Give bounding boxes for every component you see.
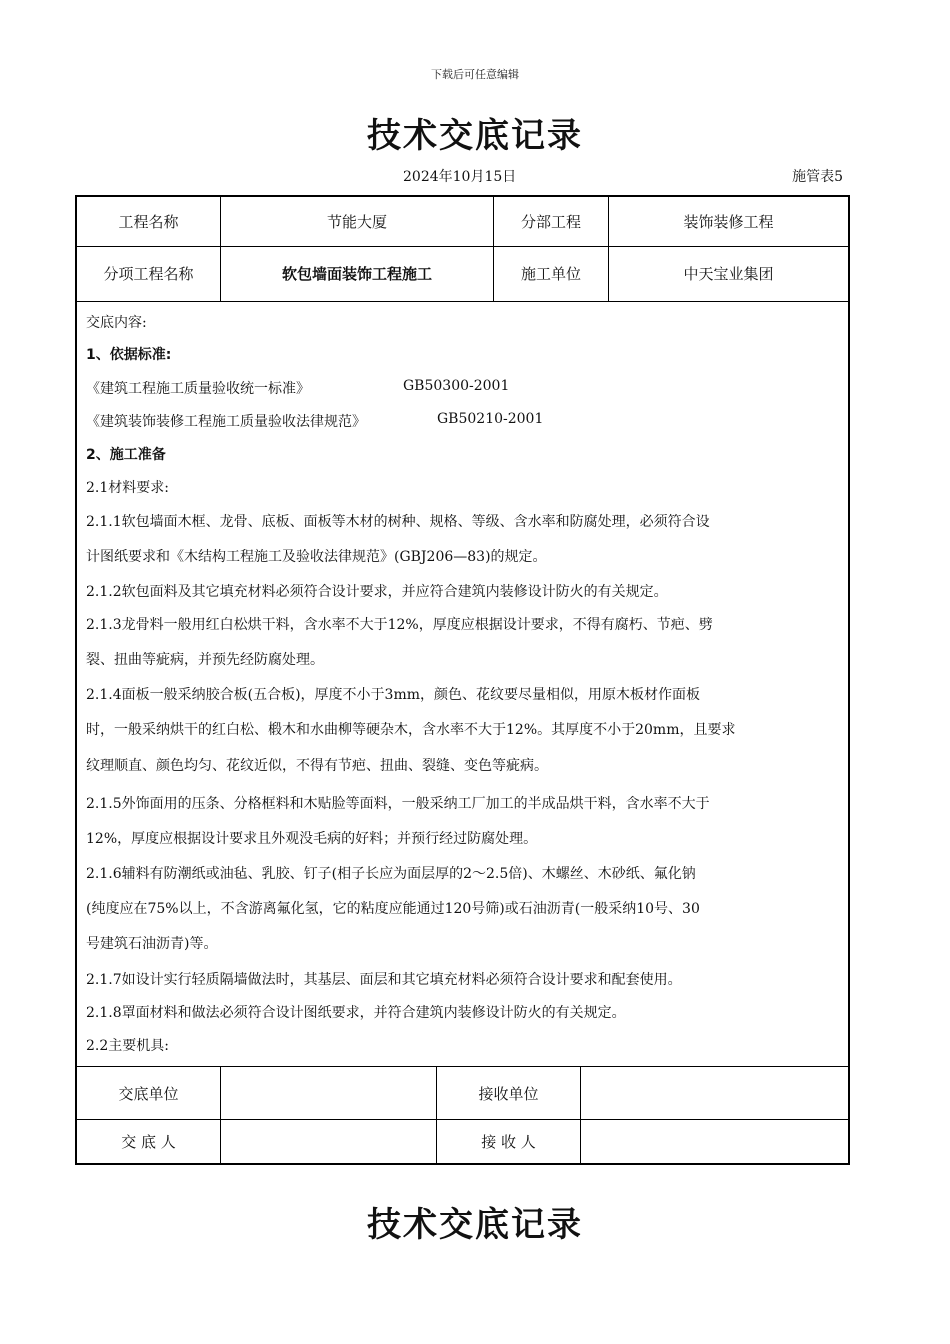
date: 2024年10月15日 [403, 169, 517, 185]
receiver-unit-label: 接收单位 [436, 1067, 580, 1119]
standard-1-code: GB50300-2001 [403, 378, 510, 394]
standard-1 [86, 378, 841, 398]
info-row-subitem [77, 246, 848, 302]
next-page-title: 技术交底记录 [367, 1205, 583, 1245]
section-1-heading: 1、依据标准: [86, 347, 172, 363]
receiver-unit-field[interactable] [580, 1067, 848, 1119]
handover-unit-field[interactable] [220, 1067, 436, 1119]
project-name-value: 节能大厦 [220, 197, 493, 246]
project-name-label: 工程名称 [118, 213, 179, 231]
content-line: 2.1.3龙骨料一般用红白松烘干料，含水率不大于12%，厚度应根据设计要求，不得有腐朽、节疤、劈 [86, 617, 713, 633]
signature-row-persons [77, 1119, 848, 1163]
record-table [75, 195, 850, 1165]
division-value: 装饰装修工程 [608, 197, 848, 246]
form-number: 施管表5 [792, 169, 843, 185]
info-row-project [77, 197, 848, 247]
content-line: 12%，厚度应根据设计要求且外观没毛病的好料；并预行经过防腐处理。 [86, 831, 538, 847]
handover-content [77, 301, 848, 1067]
content-line: 裂、扭曲等疵病，并预先经防腐处理。 [86, 652, 324, 668]
receiver-person-field[interactable] [580, 1119, 848, 1163]
handover-person-label: 交 底 人 [121, 1132, 176, 1151]
content-line: 纹理顺直、颜色均匀、花纹近似，不得有节疤、扭曲、裂缝、变色等疵病。 [86, 758, 548, 774]
content-line: 2.1.1软包墙面木框、龙骨、底板、面板等木材的树种、规格、等级、含水率和防腐处理，必须符合设 [86, 514, 710, 530]
division-label: 分部工程 [493, 197, 608, 246]
content-line: 2.1.2软包面料及其它填充材料必须符合设计要求，并应符合建筑内装修设计防火的有关规定。 [86, 584, 668, 600]
content-line: 2.1.8罩面材料和做法必须符合设计图纸要求，并符合建筑内装修设计防火的有关规定。 [86, 1005, 626, 1021]
header-note: 下载后可任意编辑 [431, 68, 519, 81]
content-line: 2.1.4面板一般采纳胶合板(五合板)，厚度不小于3mm，颜色、花纹要尽量相似，用原木板材作面板 [86, 687, 701, 703]
handover-unit-label: 交底单位 [118, 1084, 179, 1103]
content-line: 2.2主要机具: [86, 1038, 169, 1054]
content-intro: 交底内容: [86, 315, 147, 331]
receiver-person-label: 接 收 人 [436, 1119, 580, 1163]
standard-2 [86, 411, 841, 431]
subitem-label: 分项工程名称 [103, 265, 194, 283]
signature-row-units [77, 1067, 848, 1120]
subitem-value: 软包墙面装饰工程施工 [220, 246, 493, 301]
standard-1-name: 《建筑工程施工质量验收统一标准》 [86, 381, 310, 397]
page-title: 技术交底记录 [367, 116, 583, 156]
content-line: 2.1.6辅料有防潮纸或油毡、乳胶、钉子(相子长应为面层厚的2～2.5倍)、木螺丝、木砂纸、氟化钠 [86, 866, 696, 882]
standard-2-name: 《建筑装饰装修工程施工质量验收法律规范》 [86, 414, 366, 430]
content-line: 2.1.5外饰面用的压条、分格框料和木贴脸等面料，一般采纳工厂加工的半成品烘干料，含水率不大于 [86, 796, 710, 812]
content-line: 2.1.7如设计实行轻质隔墙做法时，其基层、面层和其它填充材料必须符合设计要求和配套使用。 [86, 972, 682, 988]
content-line: 计图纸要求和《木结构工程施工及验收法律规范》(GBJ206—83)的规定。 [86, 549, 547, 565]
handover-person-field[interactable] [220, 1119, 436, 1163]
section-2-heading: 2、施工准备 [86, 447, 166, 463]
content-line: 2.1材料要求: [86, 480, 169, 496]
content-line: 号建筑石油沥青)等。 [86, 936, 218, 952]
content-line: (纯度应在75%以上，不含游离氟化氢，它的粘度应能通过120号筛)或石油沥青(一般采纳10号、30 [86, 901, 700, 917]
standard-2-code: GB50210-2001 [437, 411, 544, 427]
construction-unit-value: 中天宝业集团 [608, 246, 848, 301]
construction-unit-label: 施工单位 [493, 246, 608, 301]
content-line: 时，一般采纳烘干的红白松、椴木和水曲柳等硬杂木，含水率不大于12%。其厚度不小于20mm，且要求 [86, 722, 736, 738]
